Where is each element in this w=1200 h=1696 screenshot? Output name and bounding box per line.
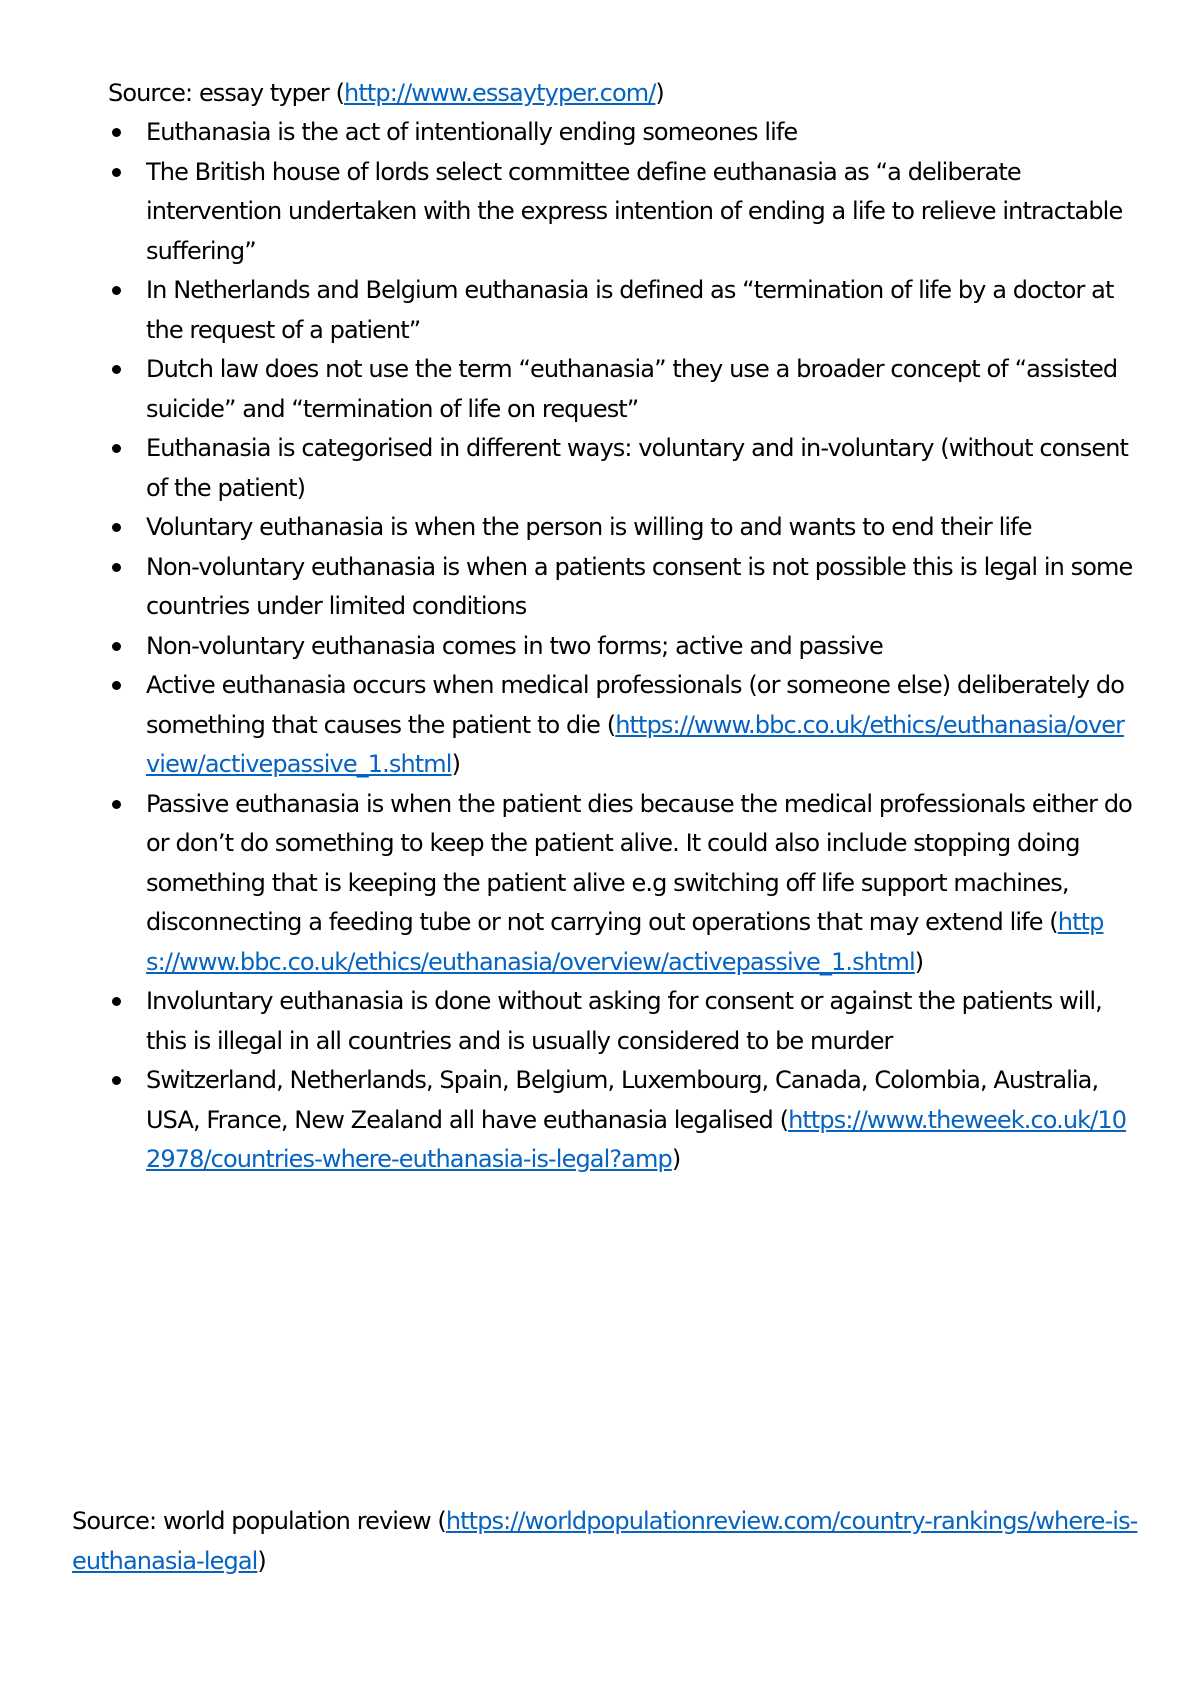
link-open-paren: ( [772,1105,789,1134]
bullet-icon [112,168,121,177]
bullet-item [108,627,1133,667]
bullet-item [108,113,1133,153]
bullet-icon [112,563,121,572]
bullet-item [108,508,1133,548]
bullet-icon [112,365,121,374]
bullet-icon [112,286,121,295]
bullet-icon [112,800,121,809]
bullet-item [108,271,1133,350]
source-prefix: Source: essay typer ( [108,79,345,107]
link-open-paren: ( [600,710,616,739]
theweek-link[interactable]: https://www.theweek.co.uk/102978/countries-where-euthanasia-is-legal?amp [146,1105,1127,1173]
bullet-item [108,982,1133,1061]
bullet-text: In Netherlands and Belgium euthanasia is defined as “termination of life by a doctor at the request of a patient” [146,276,1114,344]
bullet-icon [112,523,121,532]
bullet-text: Non-voluntary euthanasia comes in two forms; active and passive [146,631,883,660]
bbc-active-passive-link[interactable]: https://www.bbc.co.uk/ethics/euthanasia/overview/activepassive_1.shtml [146,908,1104,976]
bbc-active-passive-link[interactable]: https://www.bbc.co.uk/ethics/euthanasia/overview/activepassive_1.shtml [146,710,1125,778]
bullet-text: Euthanasia is the act of intentionally ending someones life [146,118,798,146]
bullet-item [108,153,1133,272]
bullet-icon [112,997,121,1006]
bullet-item [108,429,1133,508]
bullet-text: Involuntary euthanasia is done without asking for consent or against the patients will, this is illegal in all countries and is usually considered to be murder [146,987,1102,1055]
bullet-text: The British house of lords select committee define euthanasia as “a deliberate intervention undertaken with the express intention of ending a life to relieve intractable suffering” [146,157,1123,265]
link-close-paren: ) [914,947,924,976]
bullet-text: Active euthanasia occurs when medical professionals (or someone else) deliberately do something that causes the patient to die [146,671,1124,739]
source-prefix: Source: world population review ( [72,1507,446,1535]
bullet-text: Euthanasia is categorised in different ways: voluntary and in-voluntary (without consent of the patient) [146,434,1129,502]
bullet-icon [112,642,121,651]
bullet-icon [112,681,121,690]
link-close-paren: ) [451,750,461,778]
bullet-text: Voluntary euthanasia is when the person is willing to and wants to end their life [146,513,1032,541]
link-close-paren: ) [671,1145,681,1173]
bullet-item [108,1061,1133,1180]
bullet-text: Non-voluntary euthanasia is when a patients consent is not possible this is legal in some countries under limited conditions [146,552,1133,620]
bullet-item [108,350,1133,429]
bullet-icon [112,444,121,453]
bullet-text: Switzerland, Netherlands, Spain, Belgium, Luxembourg, Canada, Colombia, Australia, USA, France, New Zealand all have euthanasia legalised [146,1066,1099,1134]
bullet-list [108,113,1133,1180]
source-essay-typer [108,74,664,114]
source-suffix: ) [257,1546,266,1575]
source-suffix: ) [655,79,664,107]
link-open-paren: ( [1042,908,1058,936]
bullet-text: Passive euthanasia is when the patient dies because the medical professionals either do or don’t do something to keep the patient alive. It could also include stopping doing something that is keeping the patient alive e.g switching off life support machines, disconnecting a feeding tube or not carrying out operations that may extend life [146,789,1132,936]
essaytyper-link[interactable]: http://www.essaytyper.com/ [344,79,656,107]
source-world-population-review [72,1502,1142,1581]
bullet-item [108,785,1133,983]
bullet-item [108,666,1133,785]
bullet-item [108,548,1133,627]
bullet-icon [112,1076,121,1085]
bullet-icon [112,128,121,137]
bullet-text: Dutch law does not use the term “euthanasia” they use a broader concept of “assisted suicide” and “termination of life on request” [146,355,1118,423]
worldpopulationreview-link[interactable]: https://worldpopulationreview.com/country-rankings/where-is-euthanasia-legal [72,1507,1138,1575]
